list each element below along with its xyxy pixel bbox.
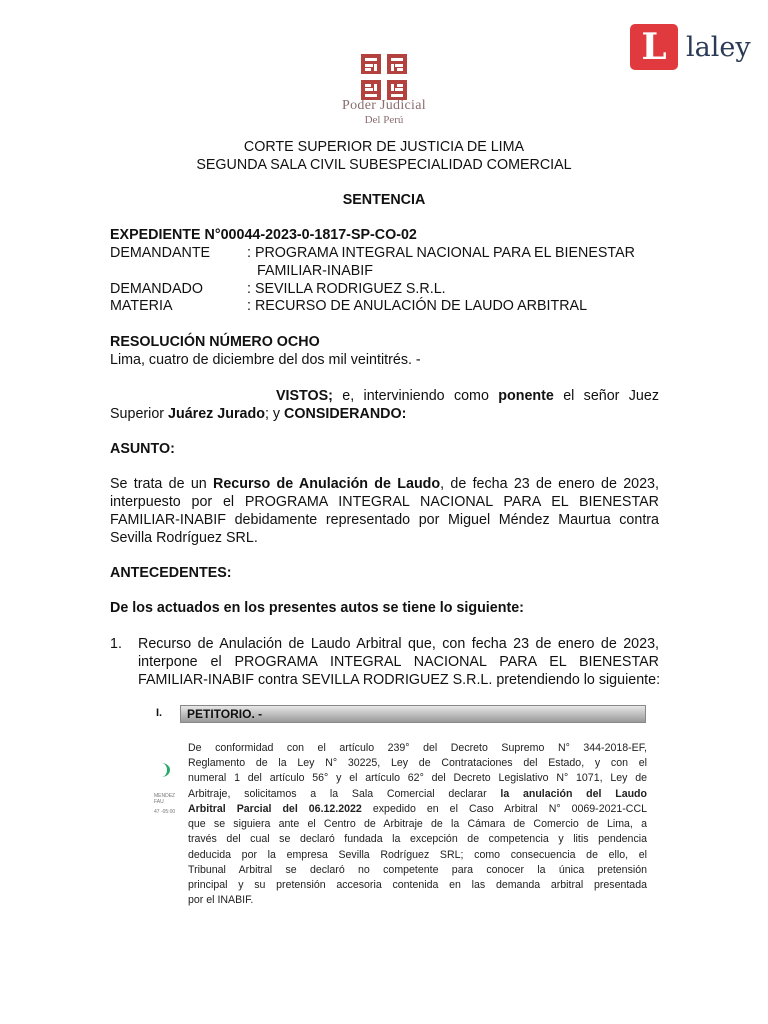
considerando-word: CONSIDERANDO: — [284, 406, 407, 422]
excerpt-line-6: que se siguiera ante el Centro de Arbitraje de la Cámara de Comercio de Lima, a — [188, 818, 647, 830]
signature-text-1: MENDEZ — [154, 793, 176, 799]
institution-name: Poder Judicial — [342, 98, 426, 113]
judge-name: Juárez Jurado — [168, 406, 265, 422]
excerpt-line-4 — [188, 787, 647, 802]
laley-logo-text: laley — [686, 31, 751, 63]
vistos-word: VISTOS; — [276, 388, 333, 404]
subject-value: : RECURSO DE ANULACIÓN DE LAUDO ARBITRAL — [247, 298, 588, 314]
antecedentes-subheading: De los actuados en los presentes autos se tiene lo siguiente: — [110, 600, 524, 616]
asunto-line-3: FAMILIAR-INABIF debidamente representado por Miguel Méndez Maurtua contra — [110, 512, 659, 528]
excerpt-line-8: deducida por la empresa Sevilla Rodríguez SRL; como consecuencia de ello, el — [188, 849, 647, 861]
antecedentes-heading: ANTECEDENTES: — [110, 565, 232, 581]
excerpt-line-9: Tribunal Arbitral se declaró no competente para conocer la única pretensión — [188, 864, 647, 876]
list-item-number: 1. — [110, 636, 122, 652]
resolution-date: Lima, cuatro de diciembre del dos mil veintitrés. - — [110, 352, 421, 368]
list-item-line-1: Recurso de Anulación de Laudo Arbitral que, con fecha 23 de enero de 2023, — [138, 636, 659, 652]
excerpt-line-1: De conformidad con el artículo 239° del Decreto Supremo N° 344-2018-EF, — [188, 742, 647, 754]
plaintiff-value: : PROGRAMA INTEGRAL NACIONAL PARA EL BIENESTAR — [247, 245, 635, 261]
asunto-text: Se trata de un — [110, 476, 207, 492]
excerpt-line-11: por el INABIF. — [188, 894, 254, 906]
list-item-line-2: interpone el PROGRAMA INTEGRAL NACIONAL PARA EL BIENESTAR — [138, 654, 659, 670]
poder-judicial-emblem-icon — [361, 54, 407, 100]
recurso-bold: Recurso de Anulación de Laudo — [213, 476, 441, 492]
excerpt-line-4-bold: la anulación del Laudo — [500, 788, 647, 800]
petitorio-excerpt — [150, 697, 660, 907]
vistos-text-3: Superior — [110, 406, 165, 422]
defendant-label: DEMANDADO — [110, 281, 203, 297]
list-item-line-3: FAMILIAR-INABIF contra SEVILLA RODRIGUEZ S.R.L. pretendiendo lo siguiente: — [138, 672, 661, 688]
signature-text-2: FAU — [154, 799, 164, 805]
signature-mark — [150, 763, 182, 823]
defendant-value: : SEVILLA RODRIGUEZ S.R.L. — [247, 281, 446, 297]
signature-arc-icon — [153, 763, 170, 777]
institution-subtitle: Del Perú — [364, 114, 404, 126]
excerpt-line-5 — [188, 802, 647, 817]
vistos-line-1 — [276, 387, 659, 405]
excerpt-line-7: través del cual se declaró fundada la excepción de competencia y litis pendencia — [188, 833, 647, 845]
signature-text-3: 47 -05:00 — [154, 809, 176, 815]
excerpt-line-10: principal y su pretensión accesoria contenida en las demanda arbitral presentada — [188, 879, 647, 891]
asunto-text-2: , de fecha 23 de enero de 2023, — [440, 476, 659, 492]
excerpt-line-5-text: expedido en el Caso Arbitral N° 0069-2021-CCL — [372, 803, 647, 815]
subject-label: MATERIA — [110, 298, 173, 314]
vistos-text-4: ; y — [264, 406, 281, 422]
resolution-title: RESOLUCIÓN NÚMERO OCHO — [110, 334, 320, 350]
vistos-text-2: el señor Juez — [563, 388, 659, 404]
document-type: SENTENCIA — [342, 192, 426, 208]
laley-logo-mark: L — [630, 24, 678, 70]
excerpt-line-4-text: Arbitraje, solicitamos a la Sala Comercial declarar — [188, 788, 487, 800]
case-number: EXPEDIENTE N°00044-2023-0-1817-SP-CO-02 — [110, 227, 417, 243]
asunto-line-2: interpuesto por el PROGRAMA INTEGRAL NACIONAL PARA EL BIENESTAR — [110, 494, 659, 510]
excerpt-line-3: numeral 1 del artículo 56° y el artículo 62° del Decreto Legislativo N° 1071, Ley de — [188, 772, 647, 784]
asunto-line-4: Sevilla Rodríguez SRL. — [110, 530, 258, 546]
court-name: CORTE SUPERIOR DE JUSTICIA DE LIMA — [243, 139, 525, 155]
vistos-line-2 — [110, 405, 406, 423]
excerpt-title-bar: PETITORIO. - — [180, 705, 646, 723]
excerpt-line-5-bold: Arbitral Parcial del 06.12.2022 — [188, 803, 362, 815]
chamber-name: SEGUNDA SALA CIVIL SUBESPECIALIDAD COMERCIAL — [196, 157, 572, 173]
excerpt-line-2: Reglamento de la Ley N° 30225, Ley de Contrataciones del Estado, y con el — [188, 757, 647, 769]
plaintiff-value-cont: FAMILIAR-INABIF — [257, 263, 373, 279]
asunto-line-1 — [110, 475, 659, 493]
vistos-text: e, interviniendo como — [342, 388, 489, 404]
plaintiff-label: DEMANDANTE — [110, 245, 211, 261]
laley-logo — [630, 24, 751, 70]
asunto-heading: ASUNTO: — [110, 441, 175, 457]
excerpt-number: I. — [156, 707, 163, 719]
ponente-word: ponente — [498, 388, 554, 404]
